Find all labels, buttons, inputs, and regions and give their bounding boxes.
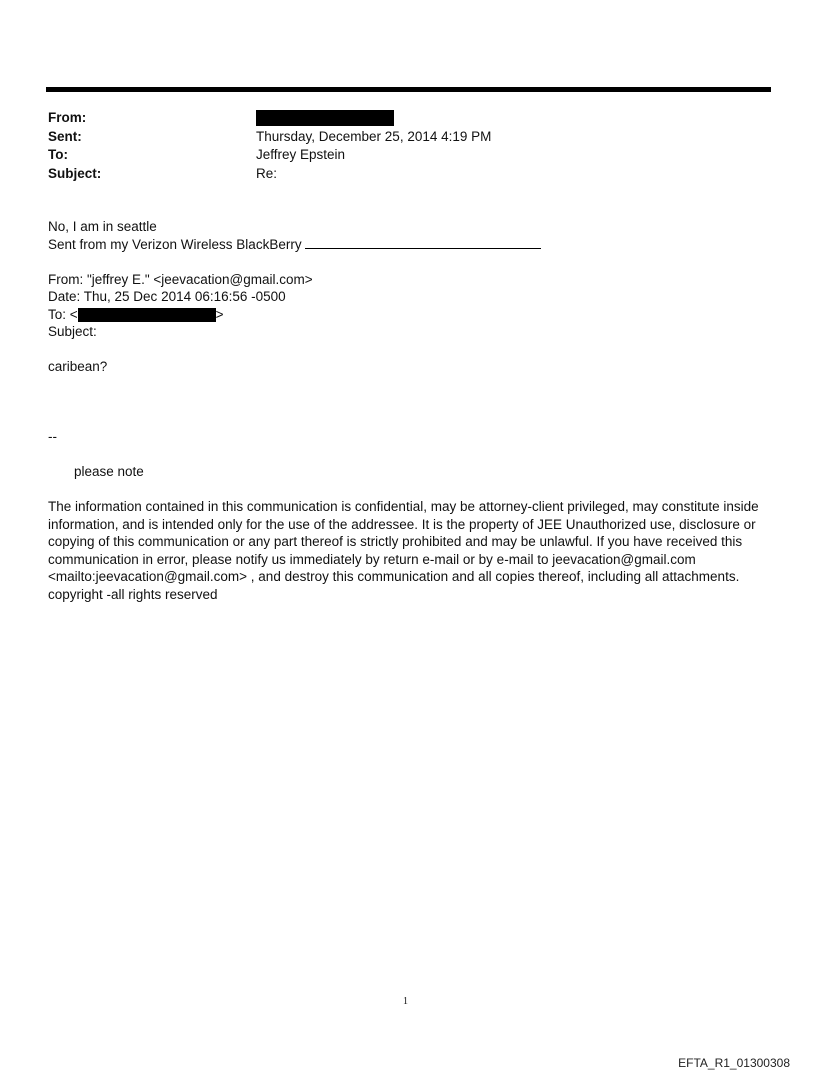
quoted-from: From: "jeffrey E." <jeevacation@gmail.com> <box>48 271 313 287</box>
please-note: please note <box>74 464 144 479</box>
redaction-box <box>256 110 394 126</box>
signature-rule <box>305 236 541 249</box>
to-value: Jeffrey Epstein <box>256 147 346 162</box>
quoted-date: Date: Thu, 25 Dec 2014 06:16:56 -0500 <box>48 289 286 304</box>
quoted-to-prefix: To: < <box>48 306 78 322</box>
to-label: To: <box>48 147 68 162</box>
page-number: 1 <box>403 996 408 1007</box>
subject-value: Re: <box>256 165 278 181</box>
sent-value: Thursday, December 25, 2014 4:19 PM <box>256 128 492 144</box>
disclaimer-text: The information contained in this communication is confidential, may be attorney-client privileged, may constitute inside information, and is intended only for the use of the addressee. It is the property of JEE Unauthorized use, disclosure or copying of this communication or any part thereof is strictly prohibited and may be unlawful. If you have received this communication in error, please notify us immediately by return e-mail or by e-mail to jeevacation@gmail.com <mailto:jeevacation@gmail.com> , and destroy this communication and all copies thereof, including all attachments. copyright -all rights reserved <box>48 499 759 602</box>
redaction-box <box>78 308 216 322</box>
signature-text: Sent from my Verizon Wireless BlackBerry <box>48 236 302 252</box>
reply-text: No, I am in seattle <box>48 219 157 234</box>
reply-signature <box>48 236 768 254</box>
email-body <box>48 218 768 603</box>
header-rule <box>46 87 771 92</box>
document-id: EFTA_R1_01300308 <box>678 1056 790 1070</box>
quoted-message: caribean? <box>48 359 108 374</box>
from-label: From: <box>48 110 87 125</box>
from-value <box>256 109 394 128</box>
sent-label: Sent: <box>48 128 82 144</box>
quoted-to-suffix: > <box>215 306 224 322</box>
quoted-subject: Subject: <box>48 324 97 339</box>
signature-dashes: -- <box>48 429 57 444</box>
quoted-to <box>48 306 768 324</box>
subject-label: Subject: <box>48 165 102 181</box>
